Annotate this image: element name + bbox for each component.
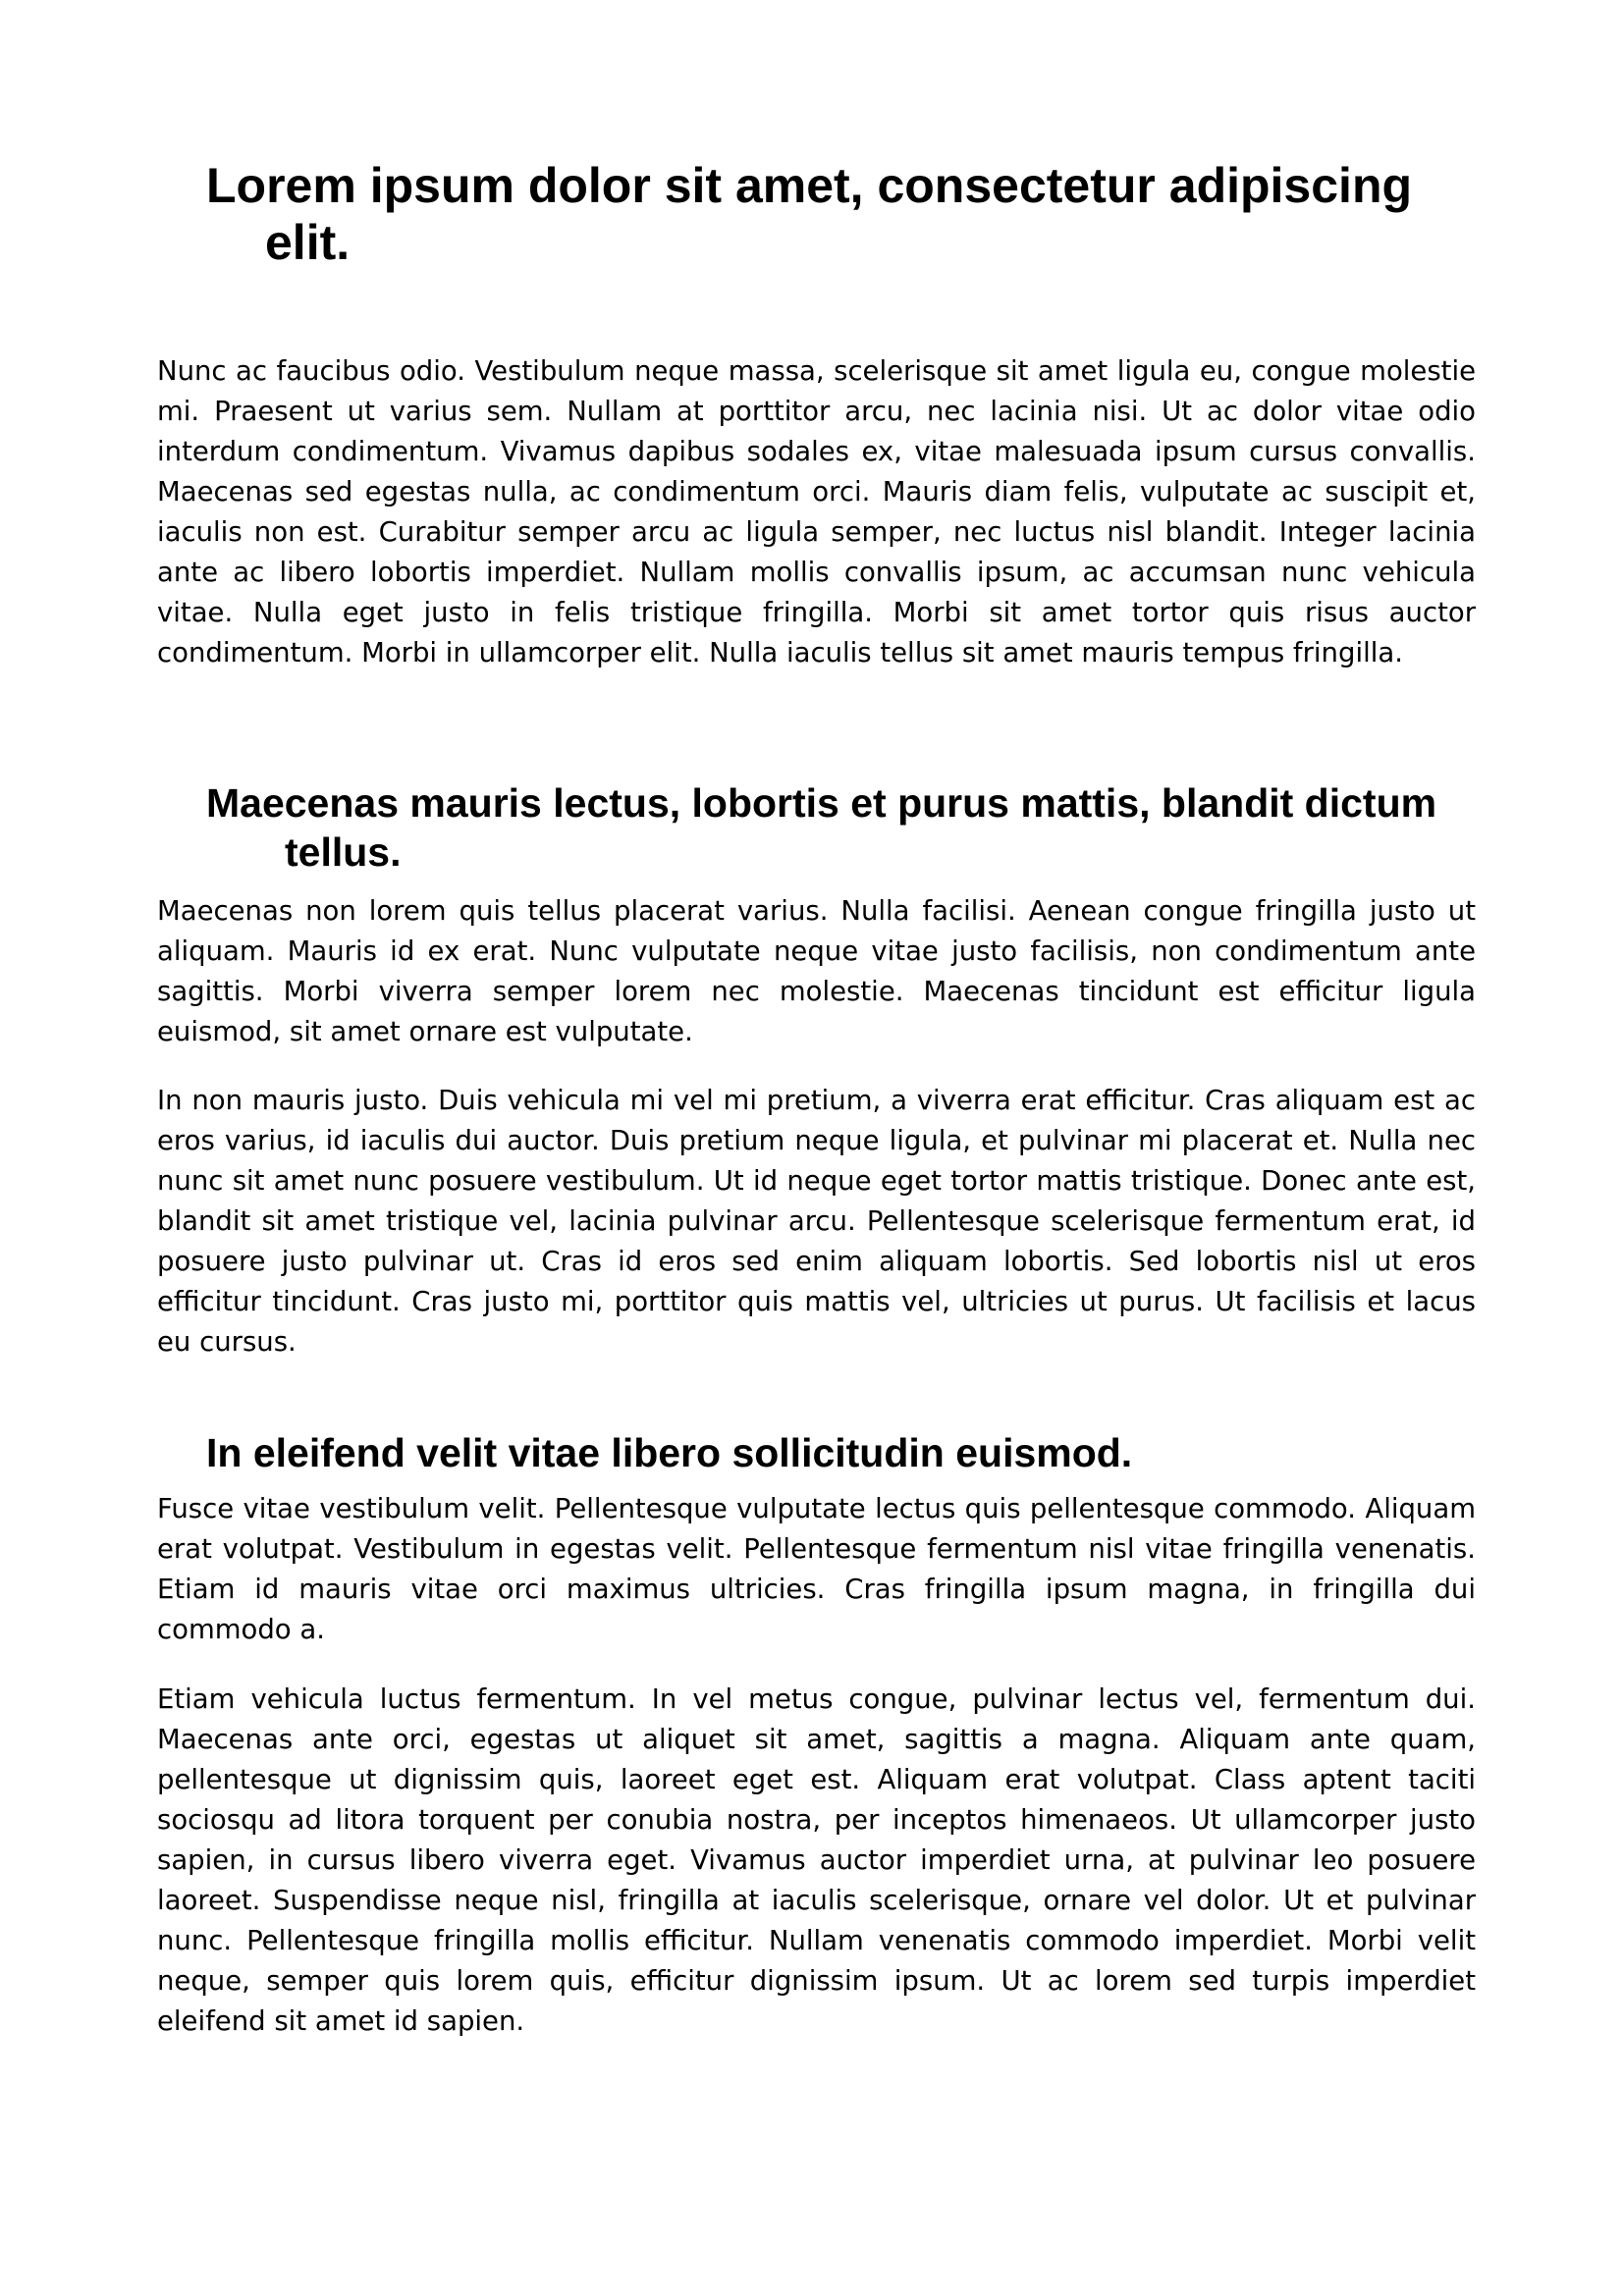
- section-2-body-2: [157, 1680, 1476, 2042]
- section-2-paragraph-1: Fusce vitae vestibulum velit. Pellentesque vulputate lectus quis pellentesque commodo. Aliquam erat volutpat. Vestibulum in egestas velit. Pellentesque fermentum nisl vitae fringilla venenatis. Etiam id mauris vitae orci maximus ultricies. Cras fringilla ipsum magna, in fringilla dui commodo a.: [157, 1493, 1476, 1645]
- section-2-body: [157, 1489, 1476, 1650]
- intro-paragraph: Nunc ac faucibus odio. Vestibulum neque massa, scelerisque sit amet ligula eu, congue molestie mi. Praesent ut varius sem. Nullam at porttitor arcu, nec lacinia nisi. Ut ac dolor vitae odio interdum condimentum. Vivamus dapibus sodales ex, vitae malesuada ipsum cursus convallis. Maecenas sed egestas nulla, ac condimentum orci. Mauris diam felis, vulputate ac suscipit et, iaculis non est. Curabitur semper arcu ac ligula semper, nec luctus nisl blandit. Integer lacinia ante ac libero lobortis imperdiet. Nullam mollis convallis ipsum, ac accumsan nunc vehicula vitae. Nulla eget justo in felis tristique fringilla. Morbi sit amet tortor quis risus auctor condimentum. Morbi in ullamcorper elit. Nulla iaculis tellus sit amet mauris tempus fringilla.: [157, 355, 1476, 668]
- section-1-body: [157, 891, 1476, 1052]
- section-2-paragraph-2: Etiam vehicula luctus fermentum. In vel metus congue, pulvinar lectus vel, fermentum dui. Maecenas ante orci, egestas ut aliquet sit amet, sagittis a magna. Aliquam ante quam, pellentesque ut dignissim quis, laoreet eget est. Aliquam erat volutpat. Class aptent taciti sociosqu ad litora torquent per conubia nostra, per inceptos himenaeos. Ut ullamcorper justo sapien, in cursus libero viverra eget. Vivamus auctor imperdiet urna, at pulvinar leo posuere laoreet. Suspendisse neque nisl, fringilla at iaculis scelerisque, ornare vel dolor. Ut et pulvinar nunc. Pellentesque fringilla mollis efficitur. Nullam venenatis commodo imperdiet. Morbi velit neque, semper quis lorem quis, efficitur dignissim ipsum. Ut ac lorem sed turpis imperdiet eleifend sit amet id sapien.: [157, 1683, 1476, 2037]
- section-1: [157, 778, 1476, 877]
- section-2: [157, 1428, 1476, 1477]
- section-1-heading: Maecenas mauris lectus, lobortis et purus mattis, blandit dictum tellus.: [206, 780, 1437, 875]
- section-1-body-2: [157, 1081, 1476, 1362]
- section-2-heading: In eleifend velit vitae libero sollicitudin euismod.: [206, 1430, 1133, 1475]
- document-title: Lorem ipsum dolor sit amet, consectetur adipiscing elit.: [206, 158, 1413, 270]
- intro-block: [157, 351, 1476, 673]
- section-1-paragraph-2: In non mauris justo. Duis vehicula mi vel mi pretium, a viverra erat efficitur. Cras aliquam est ac eros varius, id iaculis dui auctor. Duis pretium neque ligula, et pulvinar mi placerat et. Nulla nec nunc sit amet nunc posuere vestibulum. Ut id neque eget tortor mattis tristique. Donec ante est, blandit sit amet tristique vel, lacinia pulvinar arcu. Pellentesque scelerisque fermentum erat, id posuere justo pulvinar ut. Cras id eros sed enim aliquam lobortis. Sed lobortis nisl ut eros efficitur tincidunt. Cras justo mi, porttitor quis mattis vel, ultricies ut purus. Ut facilisis et lacus eu cursus.: [157, 1085, 1476, 1358]
- section-1-paragraph-1: Maecenas non lorem quis tellus placerat varius. Nulla facilisi. Aenean congue fringilla justo ut aliquam. Mauris id ex erat. Nunc vulputate neque vitae justo facilisis, non condimentum ante sagittis. Morbi viverra semper lorem nec molestie. Maecenas tincidunt est efficitur ligula euismod, sit amet ornare est vulputate.: [157, 895, 1476, 1047]
